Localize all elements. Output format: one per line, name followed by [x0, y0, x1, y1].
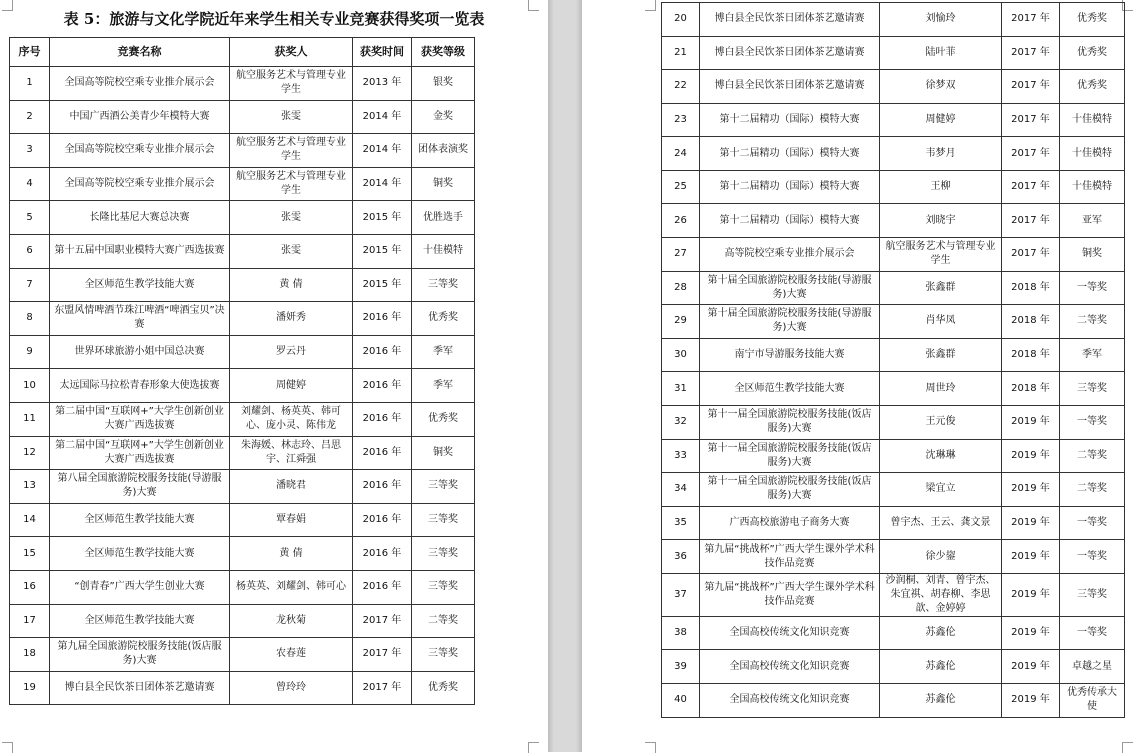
page-gutter	[548, 0, 582, 752]
table-row	[10, 67, 475, 101]
competition-name-cell: 全区师范生教学技能大赛	[50, 268, 230, 302]
competition-name-cell: 第九届“挑战杯”广西大学生课外学术科技作品竞赛	[700, 573, 880, 616]
row-number-cell: 33	[662, 439, 700, 473]
row-number-cell: 34	[662, 473, 700, 507]
award-level-cell: 优秀奖	[412, 671, 475, 705]
winner-cell: 黄 倩	[230, 268, 353, 302]
competition-name-cell: 博白县全民饮茶日团体茶艺邀请赛	[700, 36, 880, 70]
winner-cell: 周健婷	[880, 103, 1002, 137]
competition-name-cell: 第十一届全国旅游院校服务技能(饭店服务)大赛	[700, 473, 880, 507]
winner-cell: 刘愉玲	[880, 3, 1002, 37]
competition-name-cell: 中国广西酒公美青少年模特大赛	[50, 100, 230, 134]
award-level-cell: 铜奖	[1060, 238, 1125, 272]
competition-name-cell: 博白县全民饮茶日团体茶艺邀请赛	[700, 70, 880, 104]
award-level-cell: 优秀奖	[412, 402, 475, 436]
competition-name-cell: 全区师范生教学技能大赛	[700, 372, 880, 406]
competition-name-cell: 广西高校旅游电子商务大赛	[700, 506, 880, 540]
award-level-cell: 十佳模特	[1060, 103, 1125, 137]
award-year-cell: 2019 年	[1002, 683, 1060, 717]
competition-name-cell: 第十届全国旅游院校服务技能(导游服务)大赛	[700, 271, 880, 305]
award-year-cell: 2017 年	[1002, 238, 1060, 272]
award-year-cell: 2018 年	[1002, 305, 1060, 339]
row-number-cell: 3	[10, 134, 50, 168]
winner-cell: 罗云丹	[230, 335, 353, 369]
row-number-cell: 23	[662, 103, 700, 137]
competition-name-cell: 全区师范生教学技能大赛	[50, 503, 230, 537]
awards-table-part-2	[661, 2, 1125, 718]
winner-cell: 农春莲	[230, 638, 353, 672]
table-row	[662, 473, 1125, 507]
crop-mark	[645, 742, 656, 753]
competition-name-cell: 高等院校空乘专业推介展示会	[700, 238, 880, 272]
row-number-cell: 24	[662, 137, 700, 171]
row-number-cell: 18	[10, 638, 50, 672]
award-level-cell: 优秀奖	[1060, 3, 1125, 37]
row-number-cell: 31	[662, 372, 700, 406]
table-row	[662, 540, 1125, 574]
winner-cell: 苏鑫伦	[880, 683, 1002, 717]
row-number-cell: 7	[10, 268, 50, 302]
award-year-cell: 2015 年	[353, 201, 412, 235]
award-year-cell: 2017 年	[1002, 103, 1060, 137]
row-number-cell: 5	[10, 201, 50, 235]
winner-cell: 沈琳琳	[880, 439, 1002, 473]
row-number-cell: 32	[662, 405, 700, 439]
row-number-cell: 16	[10, 570, 50, 604]
competition-name-cell: 第八届全国旅游院校服务技能(导游服务)大赛	[50, 470, 230, 504]
table-row	[662, 405, 1125, 439]
competition-name-cell: 全区师范生教学技能大赛	[50, 537, 230, 571]
row-number-cell: 35	[662, 506, 700, 540]
row-number-cell: 22	[662, 70, 700, 104]
award-year-cell: 2016 年	[353, 335, 412, 369]
award-year-cell: 2019 年	[1002, 405, 1060, 439]
row-number-cell: 29	[662, 305, 700, 339]
winner-cell: 张鑫群	[880, 338, 1002, 372]
winner-cell: 潘妍秀	[230, 302, 353, 336]
winner-cell: 刘晓宇	[880, 204, 1002, 238]
row-number-cell: 39	[662, 650, 700, 684]
award-level-cell: 季军	[1060, 338, 1125, 372]
award-year-cell: 2014 年	[353, 167, 412, 201]
row-number-cell: 40	[662, 683, 700, 717]
winner-cell: 杨英英、刘耀剑、韩可心	[230, 570, 353, 604]
competition-name-cell: 东盟风情啤酒节珠江啤酒“啤酒宝贝”决赛	[50, 302, 230, 336]
table-row	[10, 302, 475, 336]
competition-name-cell: 第十二届精功（国际）模特大赛	[700, 204, 880, 238]
award-level-cell: 一等奖	[1060, 271, 1125, 305]
table-body-right	[662, 3, 1125, 718]
left-page	[0, 0, 548, 752]
award-year-cell: 2018 年	[1002, 271, 1060, 305]
award-level-cell: 优秀奖	[1060, 70, 1125, 104]
award-year-cell: 2016 年	[353, 436, 412, 470]
table-row	[662, 238, 1125, 272]
winner-cell: 航空服务艺术与管理专业学生	[230, 167, 353, 201]
award-level-cell: 十佳模特	[1060, 137, 1125, 171]
row-number-cell: 26	[662, 204, 700, 238]
award-level-cell: 二等奖	[1060, 473, 1125, 507]
award-year-cell: 2016 年	[353, 470, 412, 504]
table-row	[10, 570, 475, 604]
row-number-cell: 19	[10, 671, 50, 705]
competition-name-cell: 第十二届精功（国际）模特大赛	[700, 137, 880, 171]
winner-cell: 肖华凤	[880, 305, 1002, 339]
award-year-cell: 2015 年	[353, 268, 412, 302]
header-level: 获奖等级	[412, 38, 475, 67]
table-header-row	[10, 38, 475, 67]
award-year-cell: 2017 年	[1002, 36, 1060, 70]
table-row	[10, 604, 475, 638]
row-number-cell: 2	[10, 100, 50, 134]
award-year-cell: 2014 年	[353, 134, 412, 168]
competition-name-cell: 全国高校传统文化知识竞赛	[700, 683, 880, 717]
award-level-cell: 铜奖	[412, 436, 475, 470]
competition-name-cell: 第十五届中国职业模特大赛广西选拔赛	[50, 234, 230, 268]
table-row	[662, 338, 1125, 372]
award-level-cell: 二等奖	[1060, 439, 1125, 473]
table-row	[662, 70, 1125, 104]
award-level-cell: 卓越之星	[1060, 650, 1125, 684]
award-level-cell: 三等奖	[412, 268, 475, 302]
competition-name-cell: 第十二届精功（国际）模特大赛	[700, 170, 880, 204]
award-year-cell: 2017 年	[353, 638, 412, 672]
award-year-cell: 2019 年	[1002, 506, 1060, 540]
award-level-cell: 三等奖	[1060, 573, 1125, 616]
crop-mark	[2, 742, 13, 753]
competition-name-cell: 全国高等院校空乘专业推介展示会	[50, 67, 230, 101]
row-number-cell: 20	[662, 3, 700, 37]
table-row	[10, 537, 475, 571]
competition-name-cell: 第二届中国“互联网+”大学生创新创业大赛广西选拔赛	[50, 436, 230, 470]
table-row	[10, 335, 475, 369]
winner-cell: 朱海媛、林志玲、吕思宇、江舜强	[230, 436, 353, 470]
winner-cell: 龙秋菊	[230, 604, 353, 638]
winner-cell: 王元俊	[880, 405, 1002, 439]
table-row	[10, 369, 475, 403]
row-number-cell: 14	[10, 503, 50, 537]
row-number-cell: 27	[662, 238, 700, 272]
table-row	[662, 3, 1125, 37]
table-row	[10, 436, 475, 470]
table-row	[662, 683, 1125, 717]
award-level-cell: 三等奖	[412, 570, 475, 604]
award-level-cell: 铜奖	[412, 167, 475, 201]
winner-cell: 徐少鋆	[880, 540, 1002, 574]
winner-cell: 韦梦月	[880, 137, 1002, 171]
award-level-cell: 金奖	[412, 100, 475, 134]
award-year-cell: 2016 年	[353, 402, 412, 436]
winner-cell: 张雯	[230, 100, 353, 134]
winner-cell: 航空服务艺术与管理专业学生	[230, 134, 353, 168]
competition-name-cell: 第二届中国“互联网+”大学生创新创业大赛广西选拔赛	[50, 402, 230, 436]
winner-cell: 曾宇杰、王云、龚文景	[880, 506, 1002, 540]
crop-mark	[1122, 742, 1133, 753]
award-year-cell: 2017 年	[353, 671, 412, 705]
table-row	[662, 506, 1125, 540]
row-number-cell: 9	[10, 335, 50, 369]
award-year-cell: 2019 年	[1002, 650, 1060, 684]
row-number-cell: 12	[10, 436, 50, 470]
winner-cell: 陆叶菲	[880, 36, 1002, 70]
table-row	[10, 134, 475, 168]
row-number-cell: 38	[662, 616, 700, 650]
competition-name-cell: 第九届“挑战杯”广西大学生课外学术科技作品竞赛	[700, 540, 880, 574]
competition-name-cell: 世界环球旅游小姐中国总决赛	[50, 335, 230, 369]
winner-cell: 覃春娟	[230, 503, 353, 537]
crop-mark	[528, 742, 539, 753]
award-level-cell: 季军	[412, 369, 475, 403]
award-year-cell: 2017 年	[1002, 170, 1060, 204]
competition-name-cell: 博白县全民饮茶日团体茶艺邀请赛	[700, 3, 880, 37]
table-row	[662, 36, 1125, 70]
award-level-cell: 团体表演奖	[412, 134, 475, 168]
awards-table-part-1	[9, 37, 475, 705]
award-year-cell: 2019 年	[1002, 540, 1060, 574]
row-number-cell: 11	[10, 402, 50, 436]
table-row	[10, 638, 475, 672]
award-year-cell: 2013 年	[353, 67, 412, 101]
winner-cell: 刘耀剑、杨英英、韩可心、庞小灵、陈伟龙	[230, 402, 353, 436]
table-row	[10, 470, 475, 504]
award-level-cell: 二等奖	[1060, 305, 1125, 339]
table-row	[662, 271, 1125, 305]
competition-name-cell: 全区师范生教学技能大赛	[50, 604, 230, 638]
award-level-cell: 优秀奖	[412, 302, 475, 336]
competition-name-cell: 博白县全民饮茶日团体茶艺邀请赛	[50, 671, 230, 705]
award-year-cell: 2017 年	[1002, 70, 1060, 104]
award-level-cell: 一等奖	[1060, 405, 1125, 439]
competition-name-cell: 全国高等院校空乘专业推介展示会	[50, 167, 230, 201]
winner-cell: 梁宜立	[880, 473, 1002, 507]
competition-name-cell: 南宁市导游服务技能大赛	[700, 338, 880, 372]
table-row	[10, 402, 475, 436]
award-level-cell: 季军	[412, 335, 475, 369]
winner-cell: 沙润桐、刘青、曾宇杰、朱宜祺、胡春柳、李思歆、金婷婷	[880, 573, 1002, 616]
winner-cell: 曾玲玲	[230, 671, 353, 705]
winner-cell: 周世玲	[880, 372, 1002, 406]
table-row	[662, 650, 1125, 684]
winner-cell: 张雯	[230, 234, 353, 268]
table-row	[10, 201, 475, 235]
winner-cell: 苏鑫伦	[880, 650, 1002, 684]
award-level-cell: 三等奖	[1060, 372, 1125, 406]
competition-name-cell: 太远国际马拉松青春形象大使选拔赛	[50, 369, 230, 403]
competition-name-cell: 第十一届全国旅游院校服务技能(饭店服务)大赛	[700, 439, 880, 473]
winner-cell: 航空服务艺术与管理专业学生	[880, 238, 1002, 272]
row-number-cell: 15	[10, 537, 50, 571]
award-year-cell: 2015 年	[353, 234, 412, 268]
award-year-cell: 2016 年	[353, 369, 412, 403]
row-number-cell: 30	[662, 338, 700, 372]
table-title: 表 5：旅游与文化学院近年来学生相关专业竞赛获得奖项一览表	[63, 10, 485, 28]
winner-cell: 张鑫群	[880, 271, 1002, 305]
award-level-cell: 优秀奖	[1060, 36, 1125, 70]
award-year-cell: 2017 年	[353, 604, 412, 638]
row-number-cell: 21	[662, 36, 700, 70]
award-year-cell: 2018 年	[1002, 372, 1060, 406]
award-year-cell: 2016 年	[353, 570, 412, 604]
row-number-cell: 8	[10, 302, 50, 336]
award-year-cell: 2016 年	[353, 302, 412, 336]
table-row	[10, 503, 475, 537]
row-number-cell: 1	[10, 67, 50, 101]
header-no: 序号	[10, 38, 50, 67]
competition-name-cell: 第十二届精功（国际）模特大赛	[700, 103, 880, 137]
award-level-cell: 十佳模特	[1060, 170, 1125, 204]
competition-name-cell: 第十届全国旅游院校服务技能(导游服务)大赛	[700, 305, 880, 339]
competition-name-cell: 长隆比基尼大赛总决赛	[50, 201, 230, 235]
row-number-cell: 28	[662, 271, 700, 305]
winner-cell: 周健婷	[230, 369, 353, 403]
award-level-cell: 二等奖	[412, 604, 475, 638]
table-row	[662, 372, 1125, 406]
award-level-cell: 十佳模特	[412, 234, 475, 268]
competition-name-cell: 第九届全国旅游院校服务技能(饭店服务)大赛	[50, 638, 230, 672]
row-number-cell: 37	[662, 573, 700, 616]
winner-cell: 张雯	[230, 201, 353, 235]
table-row	[662, 573, 1125, 616]
competition-name-cell: 第十一届全国旅游院校服务技能(饭店服务)大赛	[700, 405, 880, 439]
table-row	[10, 100, 475, 134]
table-row	[662, 170, 1125, 204]
row-number-cell: 13	[10, 470, 50, 504]
header-competition: 竞赛名称	[50, 38, 230, 67]
winner-cell: 徐梦双	[880, 70, 1002, 104]
table-row	[10, 268, 475, 302]
award-level-cell: 银奖	[412, 67, 475, 101]
award-year-cell: 2014 年	[353, 100, 412, 134]
row-number-cell: 25	[662, 170, 700, 204]
table-row	[10, 167, 475, 201]
table-row	[662, 305, 1125, 339]
award-level-cell: 三等奖	[412, 638, 475, 672]
row-number-cell: 6	[10, 234, 50, 268]
award-year-cell: 2016 年	[353, 503, 412, 537]
table-row	[662, 204, 1125, 238]
winner-cell: 黄 倩	[230, 537, 353, 571]
award-level-cell: 三等奖	[412, 470, 475, 504]
header-year: 获奖时间	[353, 38, 412, 67]
award-level-cell: 三等奖	[412, 537, 475, 571]
winner-cell: 潘晓君	[230, 470, 353, 504]
award-level-cell: 一等奖	[1060, 540, 1125, 574]
table-row	[10, 671, 475, 705]
award-level-cell: 一等奖	[1060, 506, 1125, 540]
competition-name-cell: 全国高等院校空乘专业推介展示会	[50, 134, 230, 168]
table-row	[662, 439, 1125, 473]
award-level-cell: 一等奖	[1060, 616, 1125, 650]
award-level-cell: 优秀传承大使	[1060, 683, 1125, 717]
award-year-cell: 2017 年	[1002, 137, 1060, 171]
row-number-cell: 36	[662, 540, 700, 574]
table-row	[662, 103, 1125, 137]
award-year-cell: 2017 年	[1002, 3, 1060, 37]
header-winner: 获奖人	[230, 38, 353, 67]
winner-cell: 航空服务艺术与管理专业学生	[230, 67, 353, 101]
row-number-cell: 10	[10, 369, 50, 403]
competition-name-cell: 全国高校传统文化知识竞赛	[700, 616, 880, 650]
table-row	[662, 616, 1125, 650]
crop-mark	[645, 0, 656, 11]
table-body-left	[10, 67, 475, 705]
table-row	[10, 234, 475, 268]
competition-name-cell: “创青春”广西大学生创业大赛	[50, 570, 230, 604]
competition-name-cell: 全国高校传统文化知识竞赛	[700, 650, 880, 684]
row-number-cell: 4	[10, 167, 50, 201]
award-level-cell: 亚军	[1060, 204, 1125, 238]
award-level-cell: 三等奖	[412, 503, 475, 537]
award-level-cell: 优胜选手	[412, 201, 475, 235]
award-year-cell: 2019 年	[1002, 573, 1060, 616]
award-year-cell: 2019 年	[1002, 439, 1060, 473]
award-year-cell: 2018 年	[1002, 338, 1060, 372]
row-number-cell: 17	[10, 604, 50, 638]
winner-cell: 王柳	[880, 170, 1002, 204]
winner-cell: 苏鑫伦	[880, 616, 1002, 650]
award-year-cell: 2019 年	[1002, 473, 1060, 507]
award-year-cell: 2019 年	[1002, 616, 1060, 650]
award-year-cell: 2017 年	[1002, 204, 1060, 238]
table-row	[662, 137, 1125, 171]
award-year-cell: 2016 年	[353, 537, 412, 571]
